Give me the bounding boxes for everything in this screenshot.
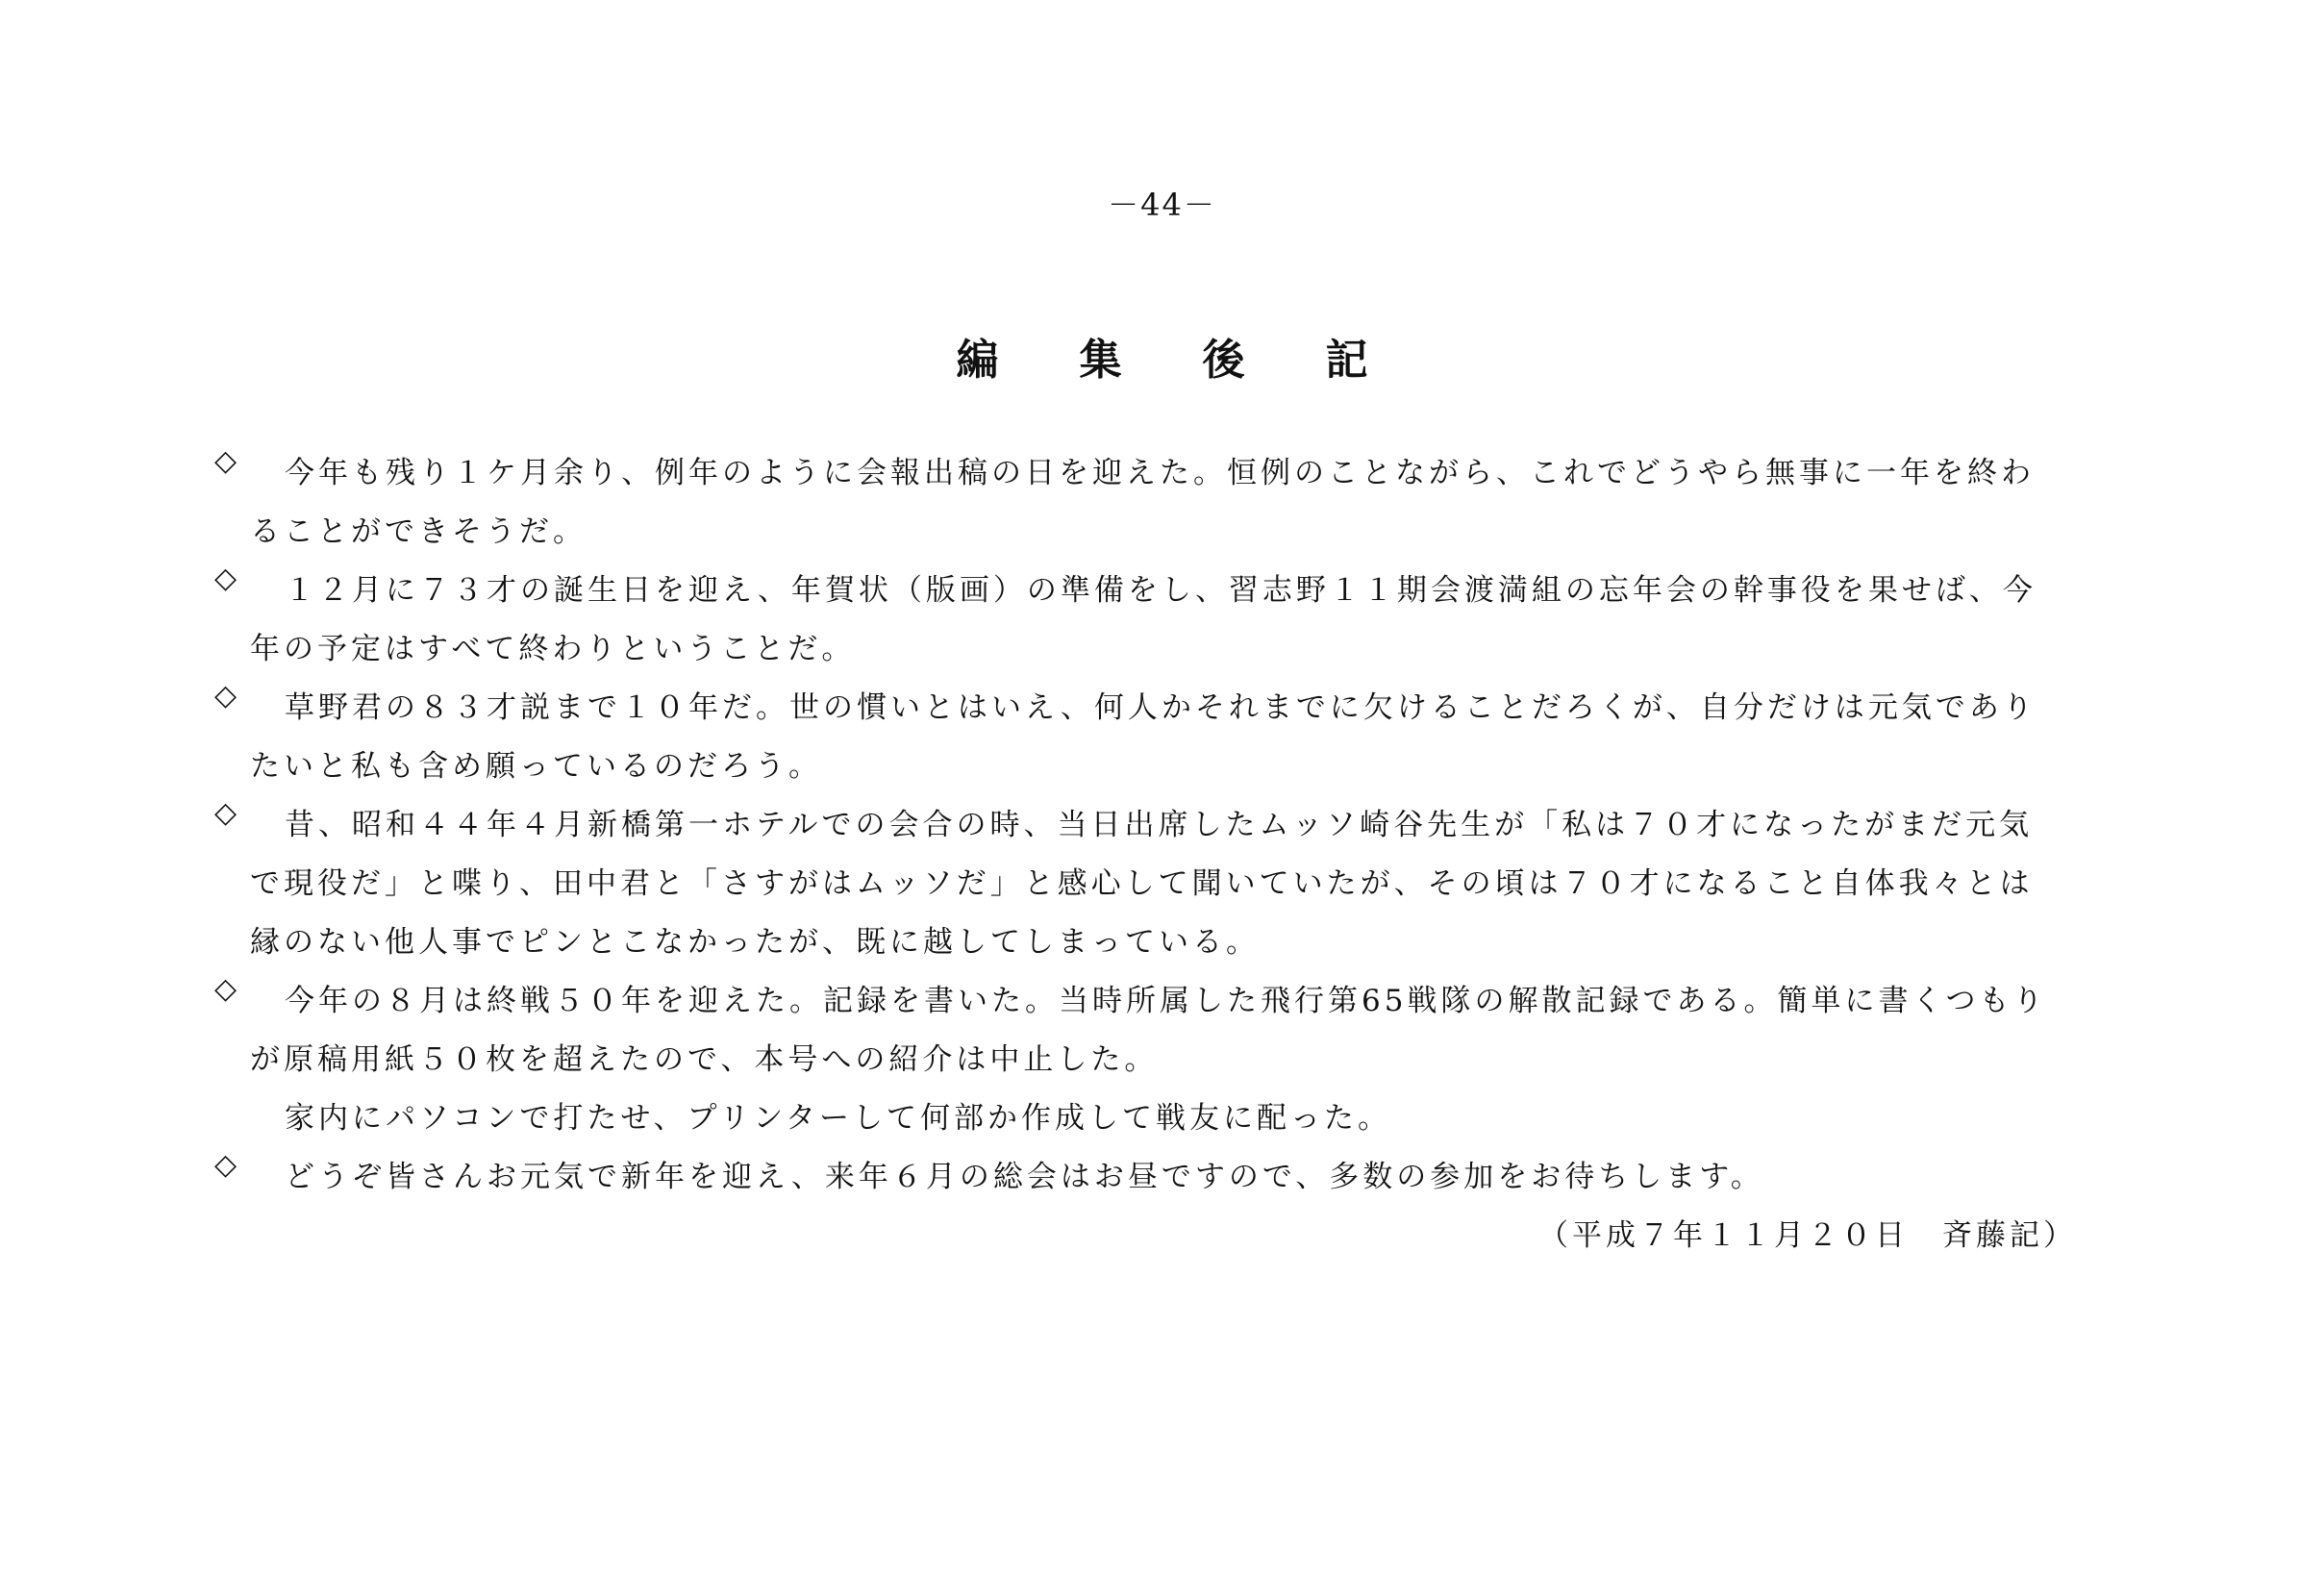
- page-number: －44－: [1108, 187, 1216, 223]
- note-line: 家内にパソコンで打たせ、プリンターして何部か作成して戦友に配った。: [285, 1101, 1391, 1136]
- note-line: 昔、昭和４４年４月新橋第一ホテルでの会合の時、当日出席したムッソ崎谷先生が「私は７０才になったがまだ元気: [285, 808, 2034, 842]
- title-char: 記: [1325, 336, 1368, 385]
- note-entry: [210, 444, 2123, 562]
- note-line: で現役だ」と喋り、田中君と「さすがはムッソだ」と感心して聞いていたが、その頃は７０才になること自体我々とは: [250, 866, 2034, 901]
- note-entry: [210, 1148, 2123, 1207]
- note-line: 草野君の８３才説まで１０年だ。世の慣いとはいえ、何人かそれまでに欠けることだろくが、自分だけは元気であり: [285, 690, 2037, 725]
- diamond-bullet-icon: ◇: [214, 562, 241, 595]
- note-line: １２月に７３才の誕生日を迎え、年賀状（版画）の準備をし、習志野１１期会渡満組の忘年会の幹事役を果せば、今: [285, 573, 2037, 608]
- note-entry: [210, 679, 2123, 796]
- signature: （平成７年１１月２０日 斉藤記）: [1538, 1218, 2077, 1253]
- note-line: ることができそうだ。: [250, 514, 587, 549]
- diamond-bullet-icon: ◇: [214, 1148, 241, 1182]
- editorial-notes: [210, 444, 2123, 1265]
- title-char: 後: [1202, 336, 1245, 385]
- note-line: 年の予定はすべて終わりということだ。: [250, 632, 856, 666]
- note-line: 今年も残り１ケ月余り、例年のように会報出稿の日を迎えた。恒例のことながら、これでどうやら無事に一年を終わ: [285, 456, 2035, 490]
- note-entry: [210, 562, 2123, 679]
- diamond-bullet-icon: ◇: [214, 972, 241, 1006]
- title-char: 編: [956, 336, 999, 385]
- note-line: が原稿用紙５０枚を超えたので、本号への紹介は中止した。: [250, 1042, 1159, 1077]
- note-line: 縁のない他人事でピンとこなかったが、既に越してしまっている。: [250, 925, 1260, 960]
- note-line: 今年の８月は終戦５０年を迎えた。記録を書いた。当時所属した飛行第65戦隊の解散記録である。簡単に書くつもり: [285, 984, 2047, 1018]
- page-title: [0, 325, 2324, 387]
- note-entry: [210, 796, 2123, 972]
- note-line: どうぞ皆さんお元気で新年を迎え、来年６月の総会はお昼ですので、多数の参加をお待ちします。: [285, 1160, 1764, 1194]
- diamond-bullet-icon: ◇: [214, 679, 241, 713]
- diamond-bullet-icon: ◇: [214, 796, 241, 830]
- note-entry: [210, 972, 2123, 1148]
- note-line: たいと私も含め願っているのだろう。: [250, 749, 822, 784]
- diamond-bullet-icon: ◇: [214, 444, 241, 478]
- title-char: 集: [1079, 336, 1122, 385]
